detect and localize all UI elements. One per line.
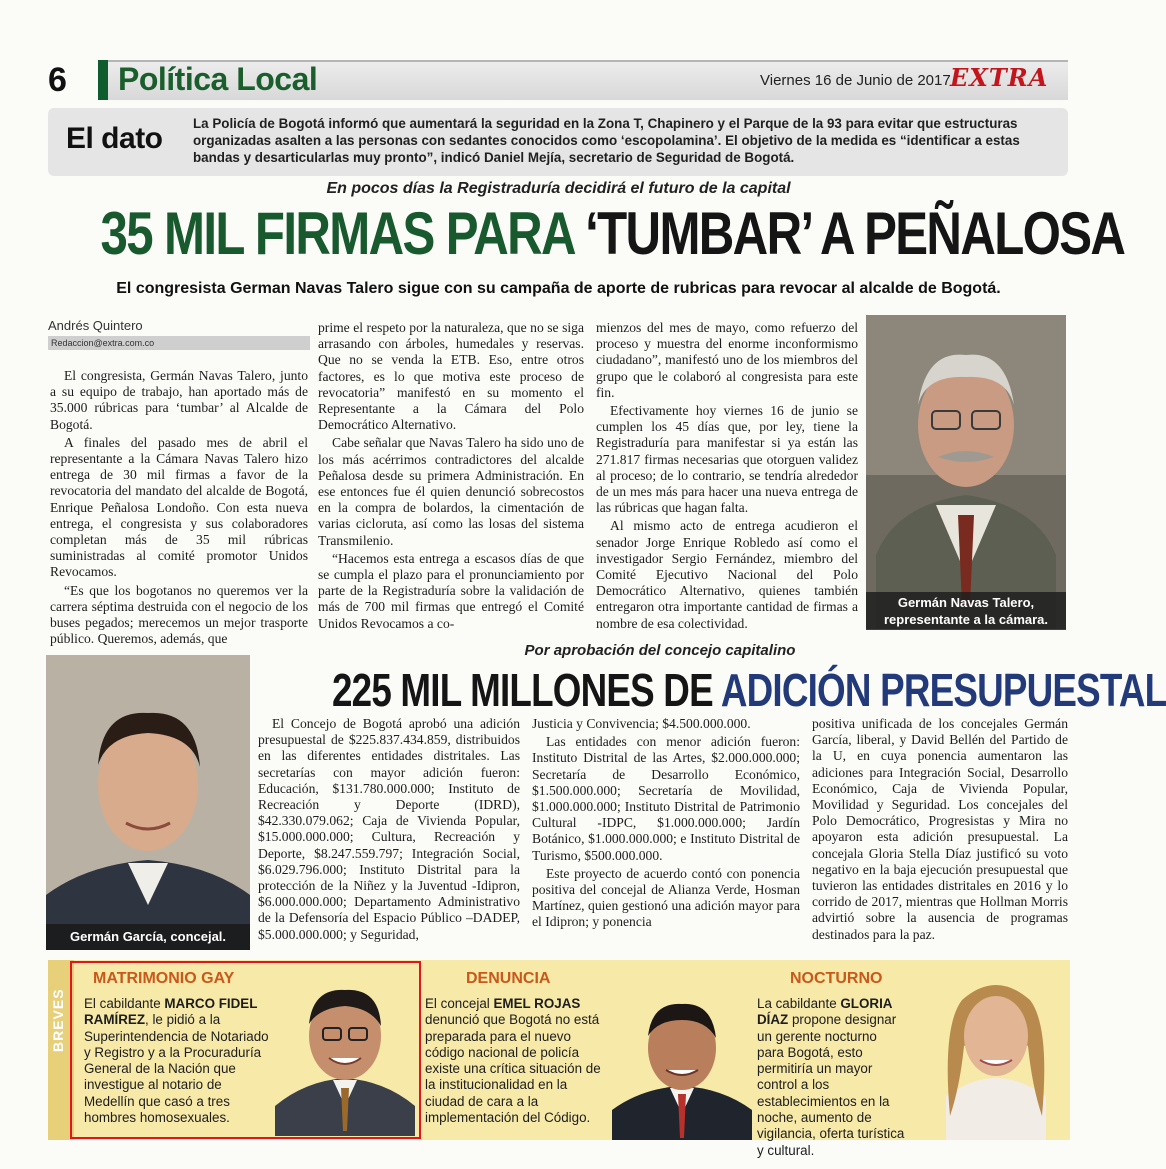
paragraph: “Es que los bogotanos no queremos ver la carrera séptima destruida con el negocio de los buses pegados; merecemos un mejor trasporte público. Queremos, además, que: [50, 582, 308, 647]
article-column: [50, 368, 308, 649]
headline-part: ‘TUMBAR’ A PEÑALOSA: [585, 200, 1125, 267]
newspaper-logo: EXTRA: [950, 63, 1049, 92]
headline-part: 225 MIL MILLONES DE: [332, 664, 721, 716]
photo-caption: [866, 592, 1066, 630]
brief-text-part: , le pidió a la Superintendencia de Notariado y Registro y a la Procuraduría General de la Nación que investigue al notario de Medellín que casó a tres hombres homosexuales.: [84, 1012, 269, 1126]
article-column: [532, 716, 800, 933]
article-column: [258, 716, 520, 945]
brief-photo-emel-rojas: [612, 990, 752, 1140]
brief-text-part: El cabildante: [84, 996, 165, 1011]
headline-part: 35 MIL FIRMAS PARA: [100, 200, 586, 267]
paragraph: prime el respeto por la naturaleza, que no se siga arrasando con árboles, humedales y reservas. Que no se venda la ETB. Eso, entre otros factores, es lo que motiva este proceso de revocatoria” manifestó en su momento el Representante a la Cámara del Polo Democrático Alternativo.: [318, 320, 584, 433]
photo-caption: Germán García, concejal.: [46, 924, 250, 950]
paragraph: El Concejo de Bogotá aprobó una adición presupuestal de $225.837.434.859, distribuidos en las diferentes entidades distritales. Las secretarías con mayor adición fueron: Educación, $131.780.000.000; Instituto de Recreación y Deporte (IDRD), $42.330.079.062; Caja de Vivienda Popular, $15.000.000.000; Cultura, Recreación y Deporte, $8.247.559.797; Integración Social, $6.029.796.000; Instituto Distrital para la protección de la Niñez y la Juventud -Idipron, $6.000.000.000; Departamento Administrativo de la Defensoría del Espacio Público –DADEP, $5.000.000.000; y Seguridad,: [258, 716, 520, 942]
brief-title: MATRIMONIO GAY: [93, 970, 235, 987]
paragraph: mienzos del mes de mayo, como refuerzo del proceso y muestra del enorme inconformismo ciudadano”, manifestó uno de los miembros del grupo que le colaboró al congresista para este fin.: [596, 320, 858, 400]
story-headline: [100, 196, 1125, 272]
portrait-photo-german-garcia: [46, 655, 250, 950]
story-kicker: Por aprobación del concejo capitalino: [524, 642, 796, 659]
photo-caption-line: representante a la cámara.: [883, 612, 1049, 627]
page-header: [48, 58, 1068, 102]
paragraph: “Hacemos esta entrega a escasos días de que se cumpla el plazo para el pronunciamiento por parte de la Registraduría sobre la validación de más de 700 mil firmas que entregó el Comité Unidos Revocamos a co-: [318, 550, 584, 631]
brief-photo-gloria-diaz: [922, 966, 1070, 1140]
article-column: [318, 320, 584, 634]
byline-email: Redaccion@extra.com.co: [48, 336, 310, 350]
article-column: [812, 716, 1068, 945]
paragraph: Este proyecto de acuerdo contó con ponencia positiva del concejal de Alianza Verde, Hosman Martínez, quien gestionó una adición mayor para el Idipron; y ponencia: [532, 865, 800, 930]
brief-title: NOCTURNO: [790, 970, 883, 987]
portrait-photo-navas-talero: [866, 315, 1066, 629]
story-deck: El congresista German Navas Talero sigue con su campaña de aporte de rubricas para revocar al alcalde de Bogotá.: [116, 280, 1001, 297]
brief-text: [84, 996, 274, 1126]
portrait-illustration: [922, 966, 1070, 1140]
byline: Andrés Quintero: [48, 318, 143, 333]
briefs-label: BREVES: [50, 988, 66, 1052]
brief-text-part: propone designar un gerente nocturno para Bogotá, esto permitiría un mayor control a los establecimientos en la noche, aumento de vigilancia, oferta turística y cultural.: [757, 1012, 905, 1158]
paragraph: Al mismo acto de entrega acudieron el senador Jorge Enrique Robledo así como el investigador Sergio Fernández, miembro del Comité Ejecutivo Nacional del Polo Democrático Alternativo, quienes también entregaron otra importante cantidad de firmas a nombre de esa colectividad.: [596, 518, 858, 631]
brief-title: DENUNCIA: [466, 970, 551, 987]
fact-box: [48, 108, 1068, 176]
paragraph: Las entidades con menor adición fueron: Instituto Distrital de las Artes, $2.000.000.000; Secretaría de Desarrollo Económico, $1.500.000.000; Secretaría de Movilidad, $1.000.000.000; Instituto Distrital de Patrimonio Cultural -IDPC, $1.000.000.000; Jardín Botánico, $1.000.000.000; e Instituto Distrital de Turismo, $500.000.000.: [532, 734, 800, 863]
photo-caption-line: Germán Navas Talero,: [897, 595, 1035, 610]
portrait-illustration: [275, 966, 415, 1136]
paragraph: Justicia y Convivencia; $4.500.000.000.: [532, 716, 751, 731]
paragraph: A finales del pasado mes de abril el representante a la Cámara Navas Talero hizo entrega de 30 mil firmas a favor de la revocatoria del mandato del alcalde de Bogotá, Enrique Peñalosa Londoño. Con esta nueva entrega, el congresista y sus colaboradores completan más de 35 mil rúbricas suministradas al comité promotor Unidos Revocamos.: [50, 434, 308, 580]
fact-box-text: La Policía de Bogotá informó que aumentará la seguridad en la Zona T, Chapinero y el Parque de la 93 para evitar que estructuras organizadas asalten a las personas con sedantes conocidos como ‘escopolamina’. El objetivo de la medida es “identificar a estas bandas y desarticularlas muy pronto”, indicó Daniel Mejía, secretario de Seguridad de Bogotá.: [193, 116, 1020, 165]
brief-text-part: La cabildante: [757, 996, 841, 1011]
brief-name: EMEL ROJAS: [493, 996, 581, 1011]
portrait-illustration: [612, 990, 752, 1140]
brief-name: MARCO FIDEL RAMÍREZ: [84, 996, 258, 1028]
paragraph: El congresista, Germán Navas Talero, junto a su equipo de trabajo, han aportado más de 35.000 rúbricas para ‘tumbar’ al Alcalde de Bogotá.: [50, 368, 308, 432]
article-column: [596, 320, 858, 634]
brief-text-part: El concejal: [425, 996, 494, 1011]
page-number: 6: [48, 61, 67, 99]
section-accent: [98, 60, 108, 100]
paragraph: positiva unificada de los concejales Germán García, liberal, y David Bellén del Partido de la U, en cuya ponencia aumentaron las adiciones para Integración Social, Desarrollo Económico, Caja de Vivienda Popular, Movilidad y Seguridad. Los concejales del Polo Democrático, Progresistas y Mira no apoyaron esta adición presupuestal. La concejala Gloria Stella Díaz justificó su voto negativo en la baja ejecución presupuestal que tuvieron las entidades distritales en 2016 y lo corrido de 2017, mientras que Hollman Morris advirtió sobre la ausencia de programas destinados para la paz.: [812, 716, 1068, 942]
headline-part: ADICIÓN PRESUPUESTAL: [720, 664, 1166, 716]
story-kicker: En pocos días la Registraduría decidirá el futuro de la capital: [326, 180, 791, 197]
story-headline: [332, 662, 1166, 718]
portrait-illustration: [46, 655, 250, 950]
paragraph: Efectivamente hoy viernes 16 de junio se cumplen los 45 días que, por ley, tiene la Registraduría para manifestar si ya están las 271.817 firmas necesarias que otorguen validez al proceso; de lo contrario, se tendría alrededor de un mes más para hacer una nueva entrega de las rúbricas que hagan falta.: [596, 403, 858, 516]
brief-text-part: denunció que Bogotá no está preparada para el nuevo código nacional de policía existe una crítica situación de la institucionalidad en la ciudad de cara a la implementación del Código.: [425, 1012, 601, 1126]
brief-text: [425, 996, 607, 1126]
section-title: Política Local: [118, 61, 318, 97]
brief-photo-marco-fidel-ramirez: [275, 966, 415, 1136]
fact-box-label: El dato: [66, 122, 163, 155]
issue-date: Viernes 16 de Junio de 2017: [760, 72, 951, 89]
brief-name: GLORIA DÍAZ: [757, 996, 892, 1028]
brief-text: [757, 996, 907, 1159]
portrait-illustration: [866, 315, 1066, 629]
paragraph: Cabe señalar que Navas Talero ha sido uno de los más acérrimos contradictores del alcalde Peñalosa desde su primera Administración. En ese entonces fue él quien denunció sobrecostos en la compra de bolardos, la cimentación de varias cicloruta, así como las losas del sistema Transmilenio.: [318, 435, 584, 548]
